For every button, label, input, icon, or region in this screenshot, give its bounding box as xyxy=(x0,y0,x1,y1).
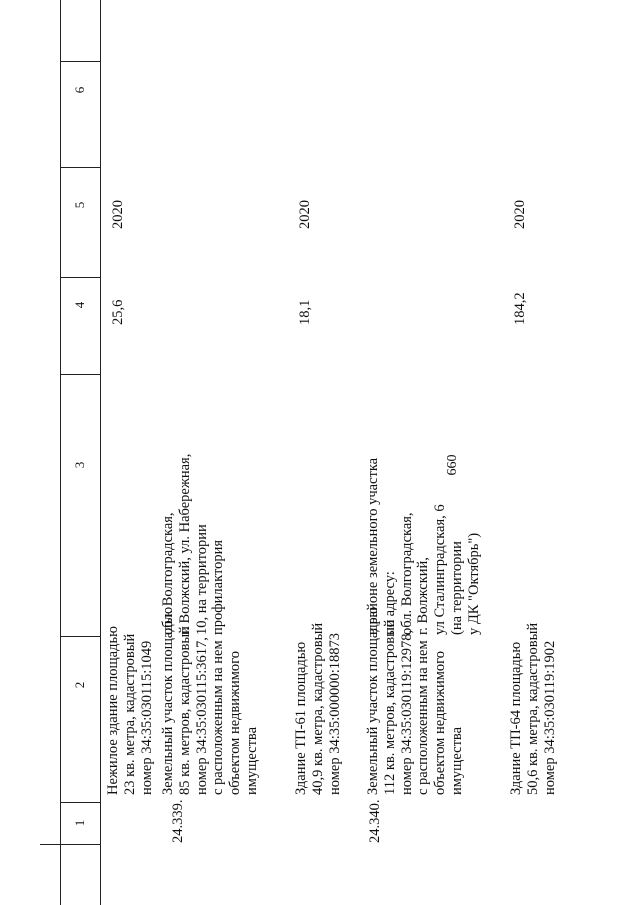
row-5-name: Здание ТП-64 площадью 50,6 кв. метра, кадастровый номер 34:35:030119:1902 xyxy=(508,622,558,795)
col-divider-3-4 xyxy=(60,374,100,375)
header-col-1: 1 xyxy=(72,819,87,827)
row-3-name: Здание ТП-61 площадью 40,9 кв. метра, кадастровый номер 34:35:000000:18873 xyxy=(293,622,343,795)
row-5-value: 184,2 xyxy=(512,292,528,325)
row-4-number: 24.340. xyxy=(367,799,383,843)
row-4-address: в районе земельного участка по адресу: обл. Волгоградская, г. Волжский, ул Сталинградская, 6 (на территории у ДК "Октябрь") xyxy=(365,457,482,635)
row-2-address: обл. Волгоградская, г. Волжский, ул. Набережная, 10, на территории профилактория xyxy=(160,453,227,635)
page-number: 660 xyxy=(445,454,460,476)
row-2-name: Земельный участок площадью 85 кв. метров, кадастровый номер 34:35:030115:3617, с расположенным на нем объектом недвижимого имущества xyxy=(160,606,260,795)
row-4-name: Земельный участок площадью 112 кв. метров, кадастровый номер 34:35:030119:12978, с расположенным на нем объектом недвижимого имущества xyxy=(365,606,465,795)
col-divider-4-5 xyxy=(60,277,100,278)
col-divider-6-end xyxy=(60,61,100,62)
header-col-3: 3 xyxy=(72,461,87,469)
table-header-bottom-border xyxy=(100,0,101,905)
row-1-year: 2020 xyxy=(110,200,126,229)
table-top-border xyxy=(60,0,61,905)
col-divider-2-3 xyxy=(60,636,100,637)
col-divider-5-6 xyxy=(60,167,100,168)
header-col-5: 5 xyxy=(72,201,87,209)
row-1-name: Нежилое здание площадью 23 кв. метра, кадастровый номер 34:35:030115:1049 xyxy=(105,626,155,795)
col-divider-1-2 xyxy=(60,844,100,845)
header-col-6: 6 xyxy=(72,86,87,94)
row-2-number: 24.339. xyxy=(170,799,186,843)
header-col-4: 4 xyxy=(72,301,87,309)
row-3-year: 2020 xyxy=(297,200,313,229)
row-1-value: 25,6 xyxy=(110,299,126,325)
row-3-value: 18,1 xyxy=(297,299,313,325)
row-5-year: 2020 xyxy=(512,200,528,229)
header-col-2: 2 xyxy=(72,681,87,689)
